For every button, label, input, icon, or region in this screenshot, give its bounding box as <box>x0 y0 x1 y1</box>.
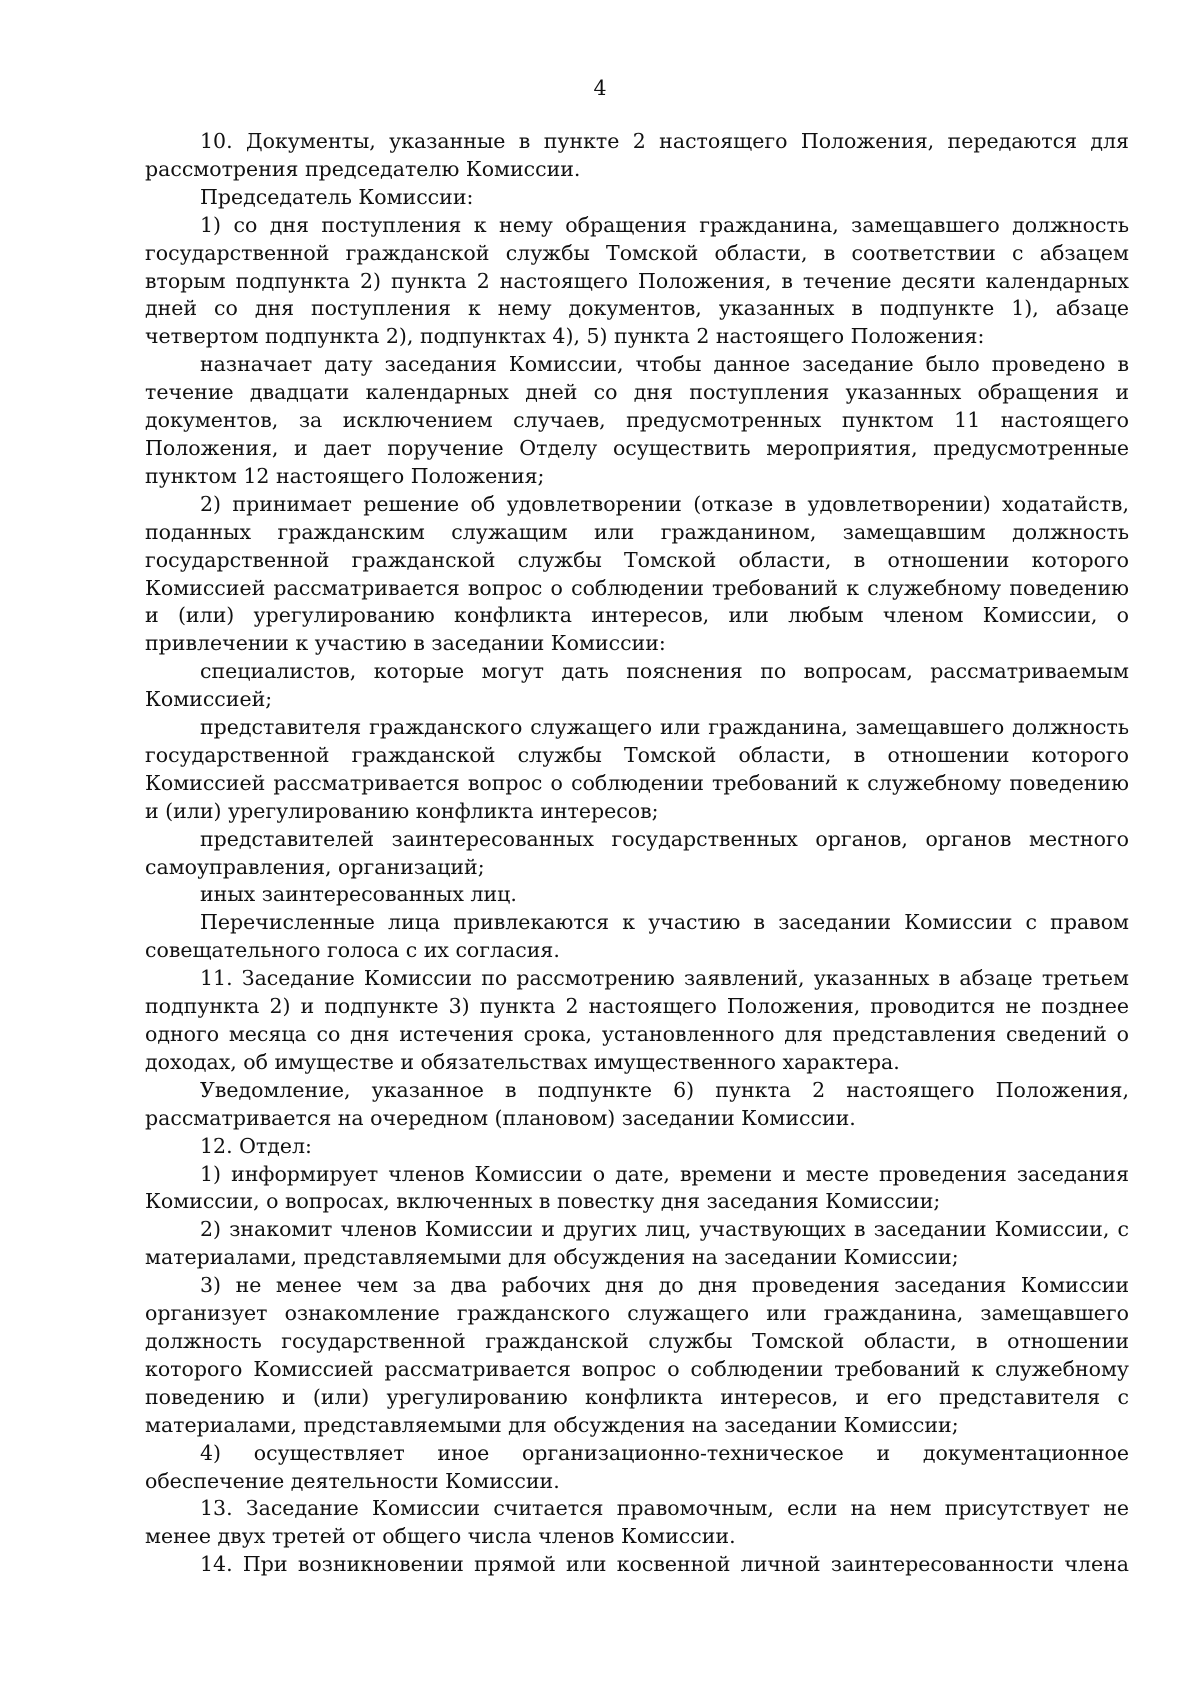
paragraph-other-persons: иных заинтересованных лиц. <box>200 882 517 907</box>
paragraph-10: 10. Документы, указанные в пункте 2 настоящего Положения, передаются для рассмотрения председателю Комиссии. <box>145 129 1129 181</box>
paragraph-12: 12. Отдел: <box>200 1133 312 1158</box>
paragraph-specialists: специалистов, которые могут дать пояснения по вопросам, рассматриваемым Комиссией; <box>145 659 1129 712</box>
paragraph-chairman-item-2: 2) принимает решение об удовлетворении (отказе в удовлетворении) ходатайств, поданных гражданским служащим или гражданином, замещавшим должность государственной гражданской службы Томской области, в отношении которого Комиссией рассматривается вопрос о соблюдении требований к служебному поведению и (или) урегулированию конфликта интересов, или любым членом Комиссии, о привлечении к участию в заседании Комиссии: <box>145 491 1129 656</box>
paragraph-department-item-1: 1) информирует членов Комиссии о дате, времени и месте проведения заседания Комиссии, о вопросах, включенных в повестку дня заседания Комиссии; <box>145 1161 1129 1214</box>
page-number: 4 <box>593 76 607 100</box>
paragraph-appoint-meeting-date: назначает дату заседания Комиссии, чтобы данное заседание было проведено в течение двадцати календарных дней со дня поступления указанных обращения и документов, за исключением случаев, предусмотренных пунктом 11 настоящего Положения, и дает поручение Отделу осуществить мероприятия, предусмотренные пунктом 12 настоящего Положения; <box>145 352 1129 488</box>
paragraph-department-item-2: 2) знакомит членов Комиссии и других лиц, участвующих в заседании Комиссии, с материалами, представляемыми для обсуждения на заседании Комиссии; <box>145 1217 1129 1270</box>
document-body <box>145 128 1129 1579</box>
paragraph-department-item-4: 4) осуществляет иное организационно-техническое и документационное обеспечение деятельности Комиссии. <box>145 1440 1129 1493</box>
paragraph-chairman-intro: Председатель Комиссии: <box>200 184 474 209</box>
paragraph-chairman-item-1: 1) со дня поступления к нему обращения гражданина, замещавшего должность государственной гражданской службы Томской области, в соответствии с абзацем вторым подпункта 2) пункта 2 настоящего Положения, в течение десяти календарных дней со дня поступления к нему документов, указанных в подпункте 1), абзаце четвертом подпункта 2), подпунктах 4), 5) пункта 2 настоящего Положения: <box>145 212 1129 349</box>
paragraph-advisory-vote: Перечисленные лица привлекаются к участию в заседании Комиссии с правом совещательного голоса с их согласия. <box>145 910 1129 963</box>
paragraph-14: 14. При возникновении прямой или косвенной личной заинтересованности члена <box>200 1552 1129 1577</box>
paragraph-department-item-3: 3) не менее чем за два рабочих дня до дня проведения заседания Комиссии организует ознакомление гражданского служащего или гражданина, замещавшего должность государственной гражданской службы Томской области, в отношении которого Комиссией рассматривается вопрос о соблюдении требований к служебному поведению и (или) урегулированию конфликта интересов, и его представителя с материалами, представляемыми для обсуждения на заседании Комиссии; <box>145 1273 1129 1437</box>
paragraph-notification: Уведомление, указанное в подпункте 6) пункта 2 настоящего Положения, рассматривается на очередном (плановом) заседании Комиссии. <box>145 1077 1129 1130</box>
paragraph-agency-representatives: представителей заинтересованных государственных органов, органов местного самоуправления, организаций; <box>145 826 1129 879</box>
paragraph-11: 11. Заседание Комиссии по рассмотрению заявлений, указанных в абзаце третьем подпункта 2) и подпункте 3) пункта 2 настоящего Положения, проводится не позднее одного месяца со дня истечения срока, установленного для представления сведений о доходах, об имуществе и обязательствах имущественного характера. <box>145 966 1129 1074</box>
paragraph-13: 13. Заседание Комиссии считается правомочным, если на нем присутствует не менее двух третей от общего числа членов Комиссии. <box>145 1496 1129 1549</box>
paragraph-representative: представителя гражданского служащего или гражданина, замещавшего должность государственной гражданской службы Томской области, в отношении которого Комиссией рассматривается вопрос о соблюдении требований к служебному поведению и (или) урегулированию конфликта интересов; <box>145 715 1129 823</box>
